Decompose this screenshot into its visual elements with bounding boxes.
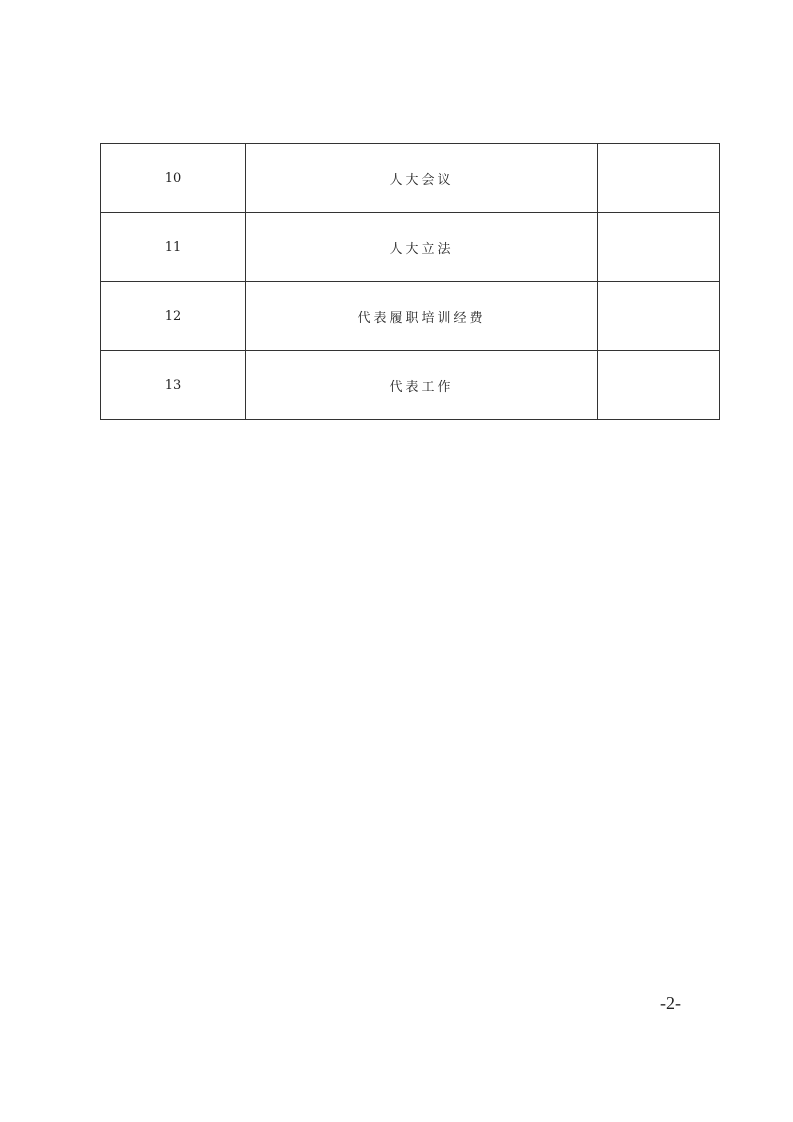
- row-number-cell: 13: [101, 351, 246, 420]
- row-item-name-cell: 人大立法: [246, 213, 598, 282]
- row-item-name-cell: 代表履职培训经费: [246, 282, 598, 351]
- row-empty-cell: [598, 351, 720, 420]
- row-number-cell: 12: [101, 282, 246, 351]
- row-number-cell: 10: [101, 144, 246, 213]
- row-empty-cell: [598, 282, 720, 351]
- table-row: [101, 282, 720, 351]
- row-empty-cell: [598, 213, 720, 282]
- budget-table: [100, 143, 720, 420]
- table-row: [101, 144, 720, 213]
- row-empty-cell: [598, 144, 720, 213]
- table-row: [101, 351, 720, 420]
- table-row: [101, 213, 720, 282]
- row-item-name-cell: 代表工作: [246, 351, 598, 420]
- page-number: -2-: [660, 993, 681, 1013]
- row-item-name-cell: 人大会议: [246, 144, 598, 213]
- row-number-cell: 11: [101, 213, 246, 282]
